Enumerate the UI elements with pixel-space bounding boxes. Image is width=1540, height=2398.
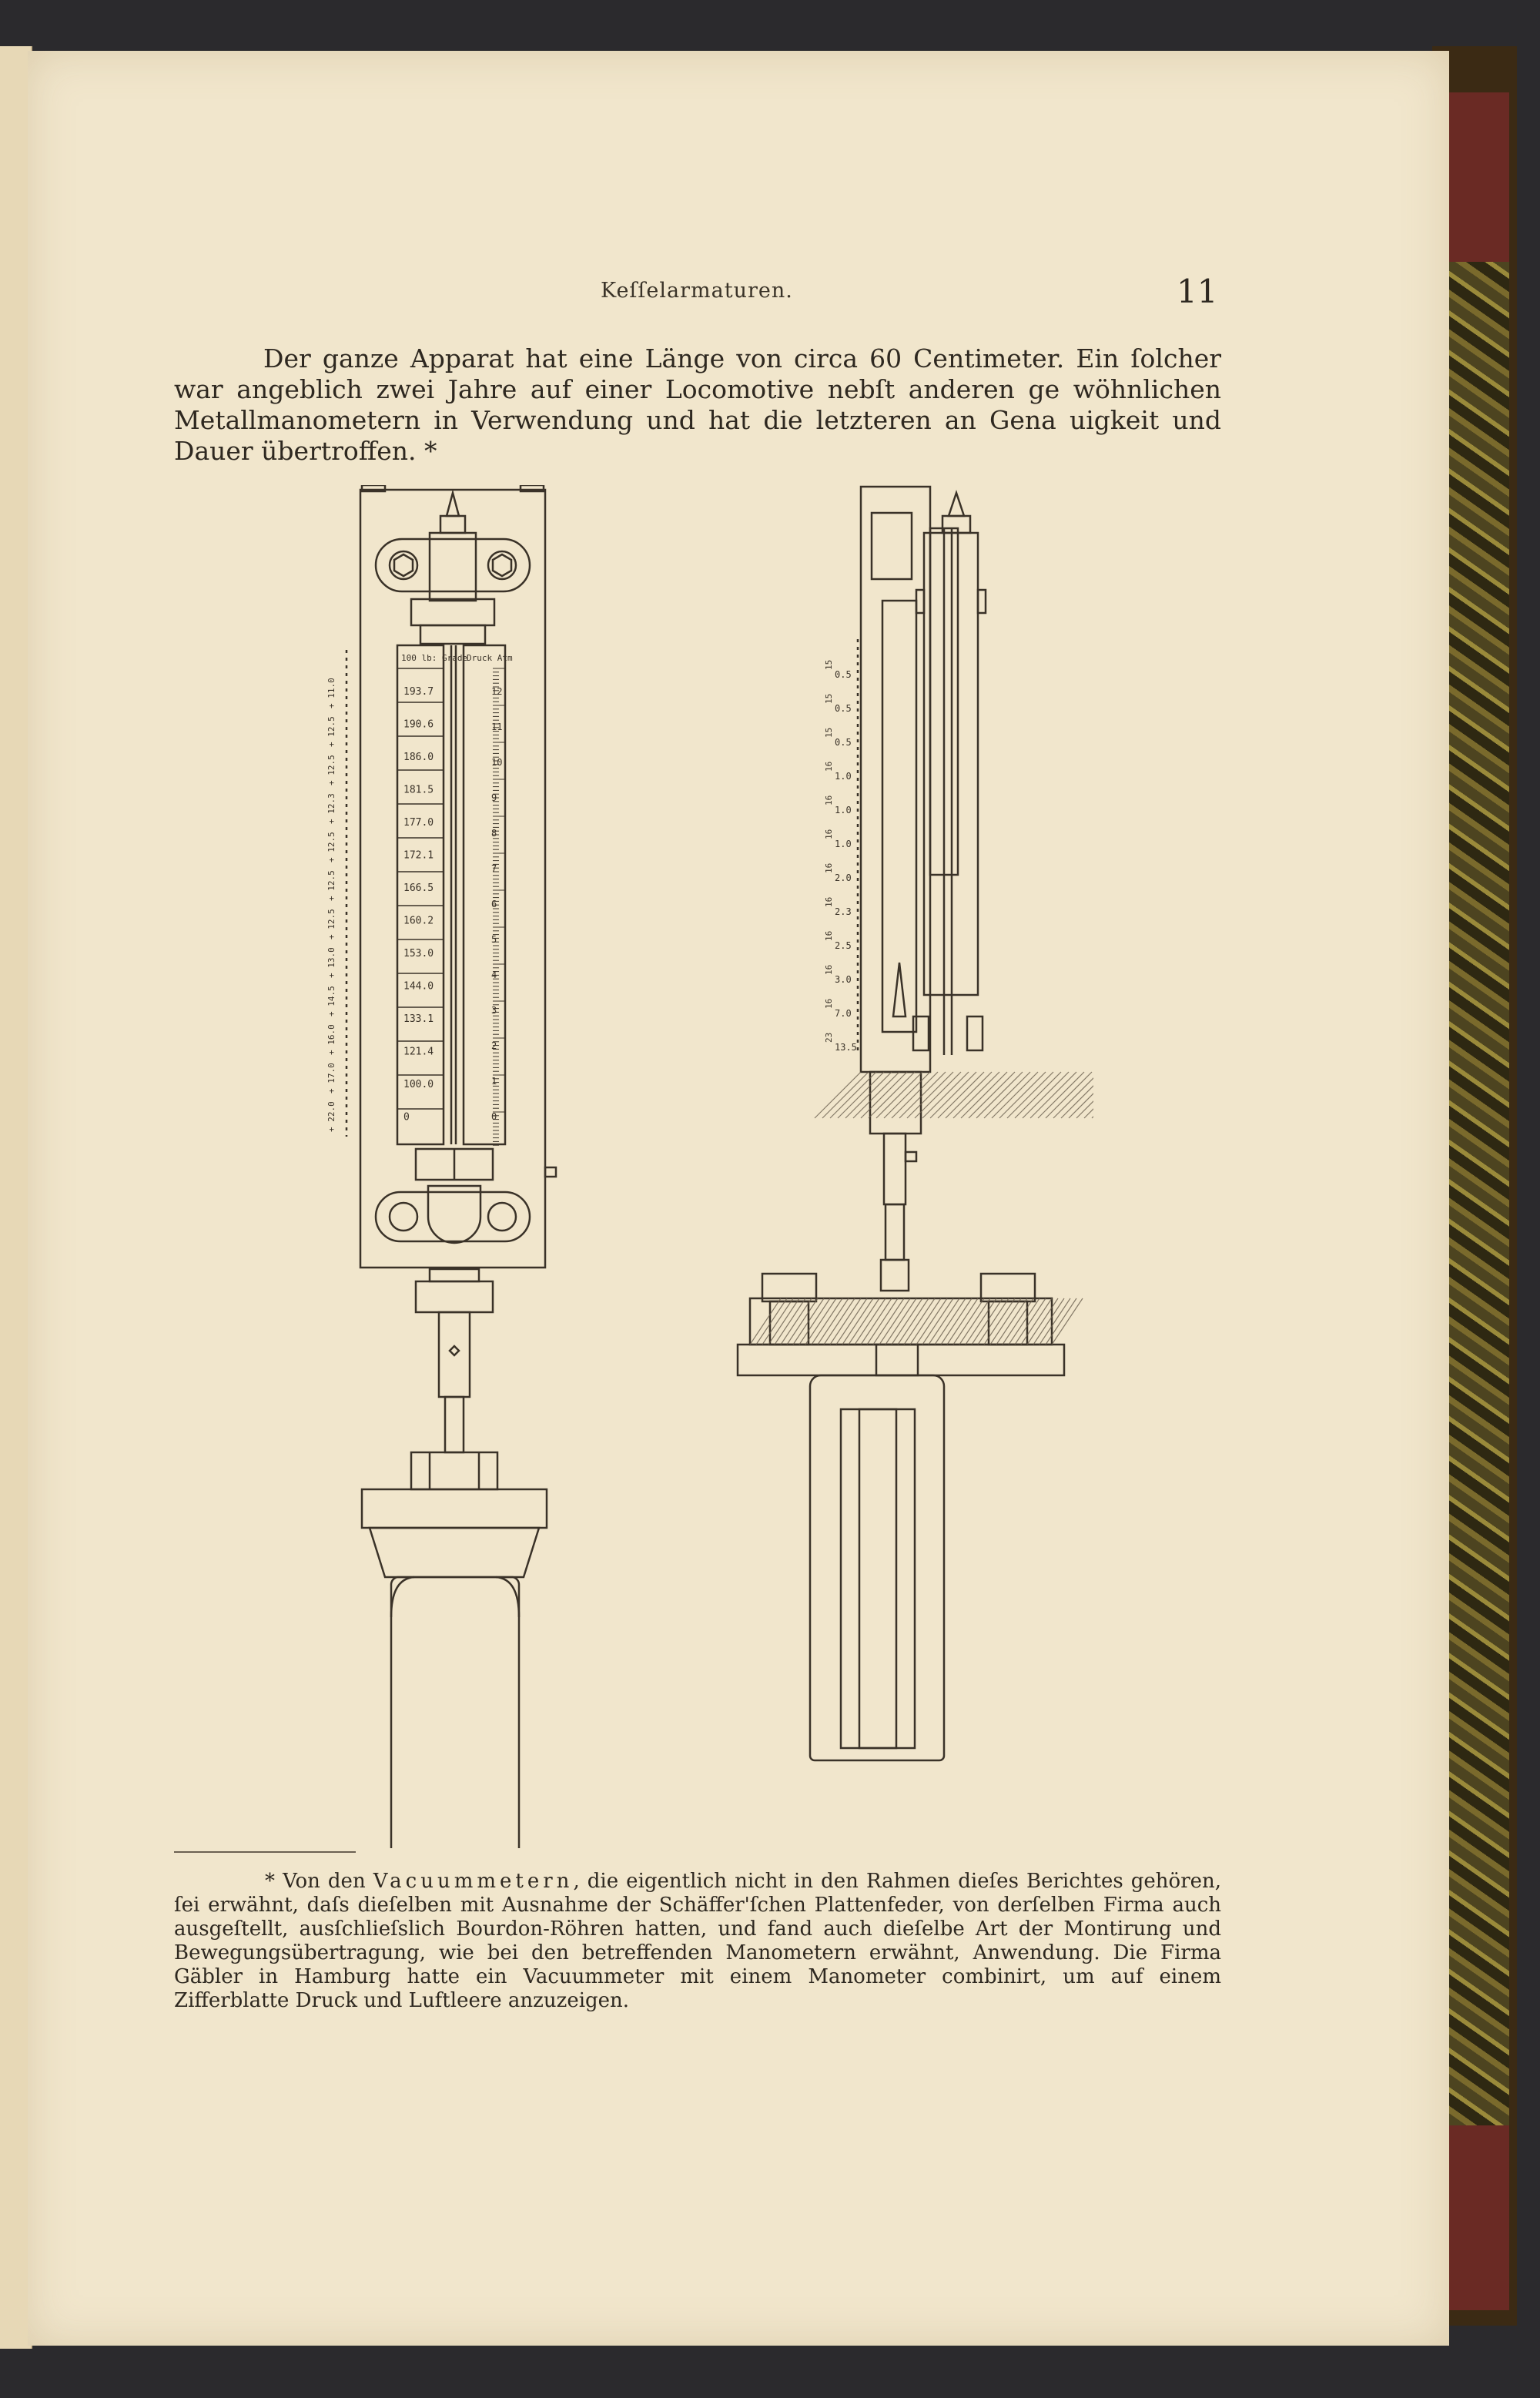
side-scale-label: + 16.0: [326, 1024, 336, 1055]
left-scale-header-a: 100 lb: Grade: [401, 653, 468, 663]
degree-scale-label: 166.5: [403, 883, 434, 894]
right-scale-label: 2.0: [835, 872, 852, 883]
atm-scale-label: 8: [491, 828, 497, 839]
manometer-figure: [300, 485, 1093, 1848]
right-scale-label: 0.5: [835, 737, 852, 748]
degree-scale-label: 144.0: [403, 980, 434, 993]
right-side-label: 15: [824, 727, 834, 738]
side-scale-label: + 12.5: [326, 832, 336, 862]
right-scale-label: 0.5: [835, 703, 852, 714]
right-side-label: 16: [824, 761, 834, 772]
atm-scale-label: 3: [491, 1005, 497, 1016]
right-side-label: 16: [824, 930, 834, 941]
atm-scale-label: 2: [491, 1040, 497, 1051]
degree-scale-label: 0: [403, 1111, 410, 1124]
left-gauge-frame: [360, 490, 545, 1268]
side-scale-label: + 12.5: [326, 755, 336, 785]
spine-leather-bottom: [1448, 2125, 1509, 2310]
degree-scale-label: 153.0: [403, 948, 434, 960]
right-side-label: 16: [824, 829, 834, 839]
right-side-label: 23: [824, 1032, 834, 1043]
right-scale-label: 7.0: [835, 1008, 852, 1019]
side-scale-label: + 12.5: [326, 716, 336, 747]
side-scale-label: + 13.0: [326, 947, 336, 978]
degree-scale-label: 190.6: [403, 718, 434, 731]
degree-scale-label: 121.4: [403, 1046, 434, 1058]
right-scale-label: 3.0: [835, 974, 852, 985]
right-side-label: 16: [824, 862, 834, 873]
degree-scale-label: 160.2: [403, 915, 434, 927]
side-scale-label: + 12.3: [326, 793, 336, 824]
atm-scale-label: 0: [491, 1111, 497, 1122]
atm-scale-label: 12: [491, 686, 503, 697]
right-scale-label: 1.0: [835, 839, 852, 849]
footnote-rule: [174, 1851, 356, 1853]
side-scale-label: + 17.0: [326, 1063, 336, 1094]
side-scale-label: + 12.5: [326, 870, 336, 901]
right-side-label: 16: [824, 896, 834, 907]
right-scale-label: 1.0: [835, 805, 852, 816]
side-scale-label: + 11.0: [326, 678, 336, 708]
right-side-label: 15: [824, 693, 834, 704]
right-side-label: 16: [824, 998, 834, 1009]
side-scale-label: + 14.5: [326, 986, 336, 1016]
right-scale-label: 2.5: [835, 940, 852, 951]
degree-scale-label: 181.5: [403, 784, 434, 796]
degree-scale-label: 133.1: [403, 1013, 434, 1025]
atm-scale-label: 7: [491, 863, 497, 874]
manometer-drawing: [300, 485, 1093, 1848]
running-title: Keſſelarmaturen.: [601, 279, 793, 303]
page-number: 11: [1177, 273, 1218, 310]
right-side-label: 16: [824, 964, 834, 975]
degree-scale-label: 172.1: [403, 849, 434, 862]
footnote-text: , die eigentlich nicht in den Rahmen dieſes Berichtes gehören, ſei erwähnt, daſs dieſelben mit Ausnahme der Schäffer'ſchen Plattenfeder, von derſelben Firma auch ausgeſtellt, ausſchlieſslich Bourdon-Röhren hatten, und fand auch dieſelbe Art der Montirung und Bewegungsübertragung, wie bei den betreffenden Manometern erwähnt, Anwendung. Die Firma Gäbler in Hamburg hatte ein Vacuummeter mit einem Manometer combinirt, um auf einem Zifferblatte Druck und Luftleere anzuzeigen.: [174, 1870, 1222, 2012]
left-scale-header-b: Druck Atm: [467, 653, 513, 663]
degree-scale-label: 193.7: [403, 686, 434, 698]
body-paragraph: Der ganze Apparat hat eine Länge von circa 60 Centimeter. Ein ſolcher war angeblich zwei Jahre auf einer Locomotive nebſt anderen ge wöhnlichen Metallmanometern in Verwendung und hat die letzteren an Gena uigkeit und Dauer übertroffen. *: [174, 343, 1221, 466]
atm-scale-label: 11: [491, 722, 503, 732]
left-frame-tab: [362, 485, 385, 491]
atm-scale-label: 5: [491, 934, 497, 945]
footnote-marker: * Von den: [265, 1870, 366, 1893]
right-side-label: 15: [824, 659, 834, 670]
atm-scale-label: 4: [491, 970, 497, 980]
degree-scale-label: 186.0: [403, 752, 434, 763]
right-scale-label: 13.5: [835, 1042, 857, 1053]
side-scale-label: + 22.0: [326, 1101, 336, 1132]
footnote-spaced-word: Vacuummetern: [373, 1870, 574, 1893]
atm-scale-label: 9: [491, 792, 497, 803]
atm-scale-label: 6: [491, 899, 497, 909]
atm-scale-label: 1: [491, 1076, 497, 1087]
degree-scale-label: 100.0: [403, 1079, 434, 1090]
right-side-label: 16: [824, 795, 834, 805]
right-frame-tab: [521, 485, 544, 491]
side-scale-label: + 12.5: [326, 909, 336, 939]
footnote: [174, 1870, 1221, 2013]
degree-scale-label: 177.0: [403, 817, 434, 829]
right-scale-label: 0.5: [835, 669, 852, 680]
spine-marbled-edge: [1448, 262, 1509, 2125]
spine-leather-top: [1448, 92, 1509, 262]
right-scale-label: 2.3: [835, 906, 852, 917]
right-scale-label: 1.0: [835, 771, 852, 782]
atm-scale-label: 10: [491, 757, 503, 768]
